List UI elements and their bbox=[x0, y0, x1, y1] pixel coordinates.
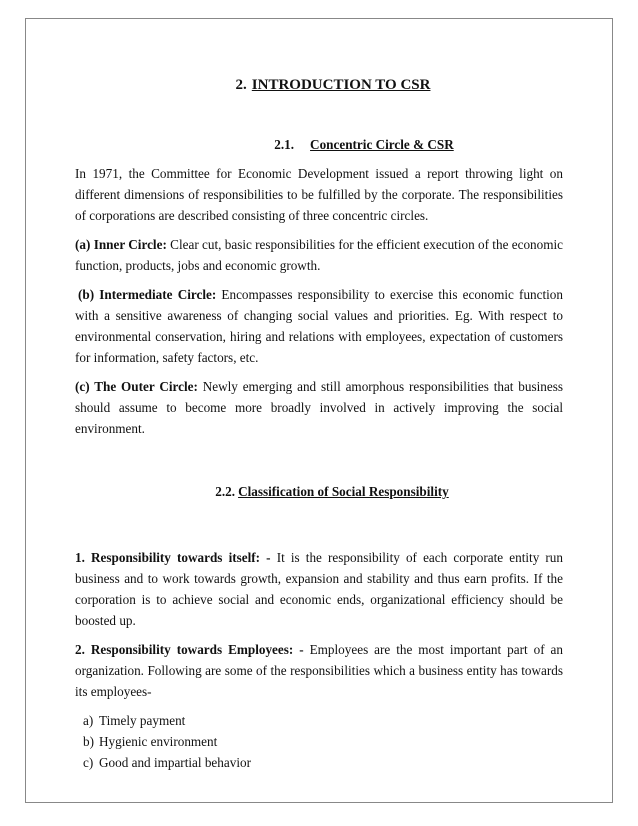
outer-circle-paragraph bbox=[75, 376, 563, 439]
list-marker: a) bbox=[83, 713, 94, 728]
document-body bbox=[75, 70, 563, 773]
section-heading-2-2 bbox=[75, 481, 563, 502]
responsibility-employees-text: Employees are the most important part of an organization. Following are some of the responsibilities which a business entity has towards its employees- bbox=[75, 642, 564, 699]
section-number-2-1: 2.1. bbox=[274, 137, 295, 152]
inner-circle-label: (a) Inner Circle: bbox=[75, 237, 167, 252]
responsibility-employees-paragraph bbox=[75, 639, 563, 702]
list-marker: c) bbox=[83, 755, 94, 770]
page-title bbox=[75, 74, 563, 96]
outer-circle-label: (c) The Outer Circle: bbox=[75, 379, 198, 394]
list-item-text: Timely payment bbox=[99, 713, 186, 728]
list-item-text: Good and impartial behavior bbox=[99, 755, 251, 770]
responsibility-itself-label: 1. Responsibility towards itself: - bbox=[75, 550, 271, 565]
section-number-2-2: 2.2. bbox=[215, 484, 236, 499]
intro-paragraph: In 1971, the Committee for Economic Development issued a report throwing light on different dimensions of responsibilities to be fulfilled by the corporate. The responsibilities of corporations are described consisting of three concentric circles. bbox=[75, 166, 563, 223]
list-item-text: Hygienic environment bbox=[99, 734, 218, 749]
section-heading-2-1 bbox=[75, 134, 563, 155]
list-item bbox=[75, 731, 563, 752]
section-title-2-1: Concentric Circle & CSR bbox=[310, 137, 454, 152]
page-title-number: 2. bbox=[235, 77, 247, 93]
inner-circle-paragraph bbox=[75, 234, 563, 276]
responsibility-employees-label: 2. Responsibility towards Employees: - bbox=[75, 642, 304, 657]
section-title-2-2: Classification of Social Responsibility bbox=[238, 484, 449, 499]
responsibility-itself-text: It is the responsibility of each corporate entity run business and to work towards growth, expansion and stability and thus earn profits. If the corporation is to achieve social and economic ends, organizational efficiency should be boosted up. bbox=[75, 550, 563, 628]
inner-circle-text: Clear cut, basic responsibilities for the efficient execution of the economic function, products, jobs and economic growth. bbox=[75, 237, 563, 273]
outer-circle-text: Newly emerging and still amorphous responsibilities that business should assume to become more broadly involved in actively improving the social environment. bbox=[75, 379, 563, 436]
intermediate-circle-label: (b) Intermediate Circle: bbox=[78, 287, 217, 302]
page-title-text: INTRODUCTION TO CSR bbox=[251, 77, 431, 93]
intermediate-circle-text: Encompasses responsibility to exercise this economic function with a sensitive awareness of changing social values and priorities. Eg. With respect to environmental conservation, hiring and relations with employees, expectation of customers for information, safety factors, etc. bbox=[75, 287, 563, 365]
responsibility-itself-paragraph bbox=[75, 547, 563, 631]
intermediate-circle-paragraph bbox=[75, 284, 563, 368]
list-marker: b) bbox=[83, 734, 94, 749]
employee-responsibility-list bbox=[75, 710, 563, 773]
list-item bbox=[75, 752, 563, 773]
list-item bbox=[75, 710, 563, 731]
